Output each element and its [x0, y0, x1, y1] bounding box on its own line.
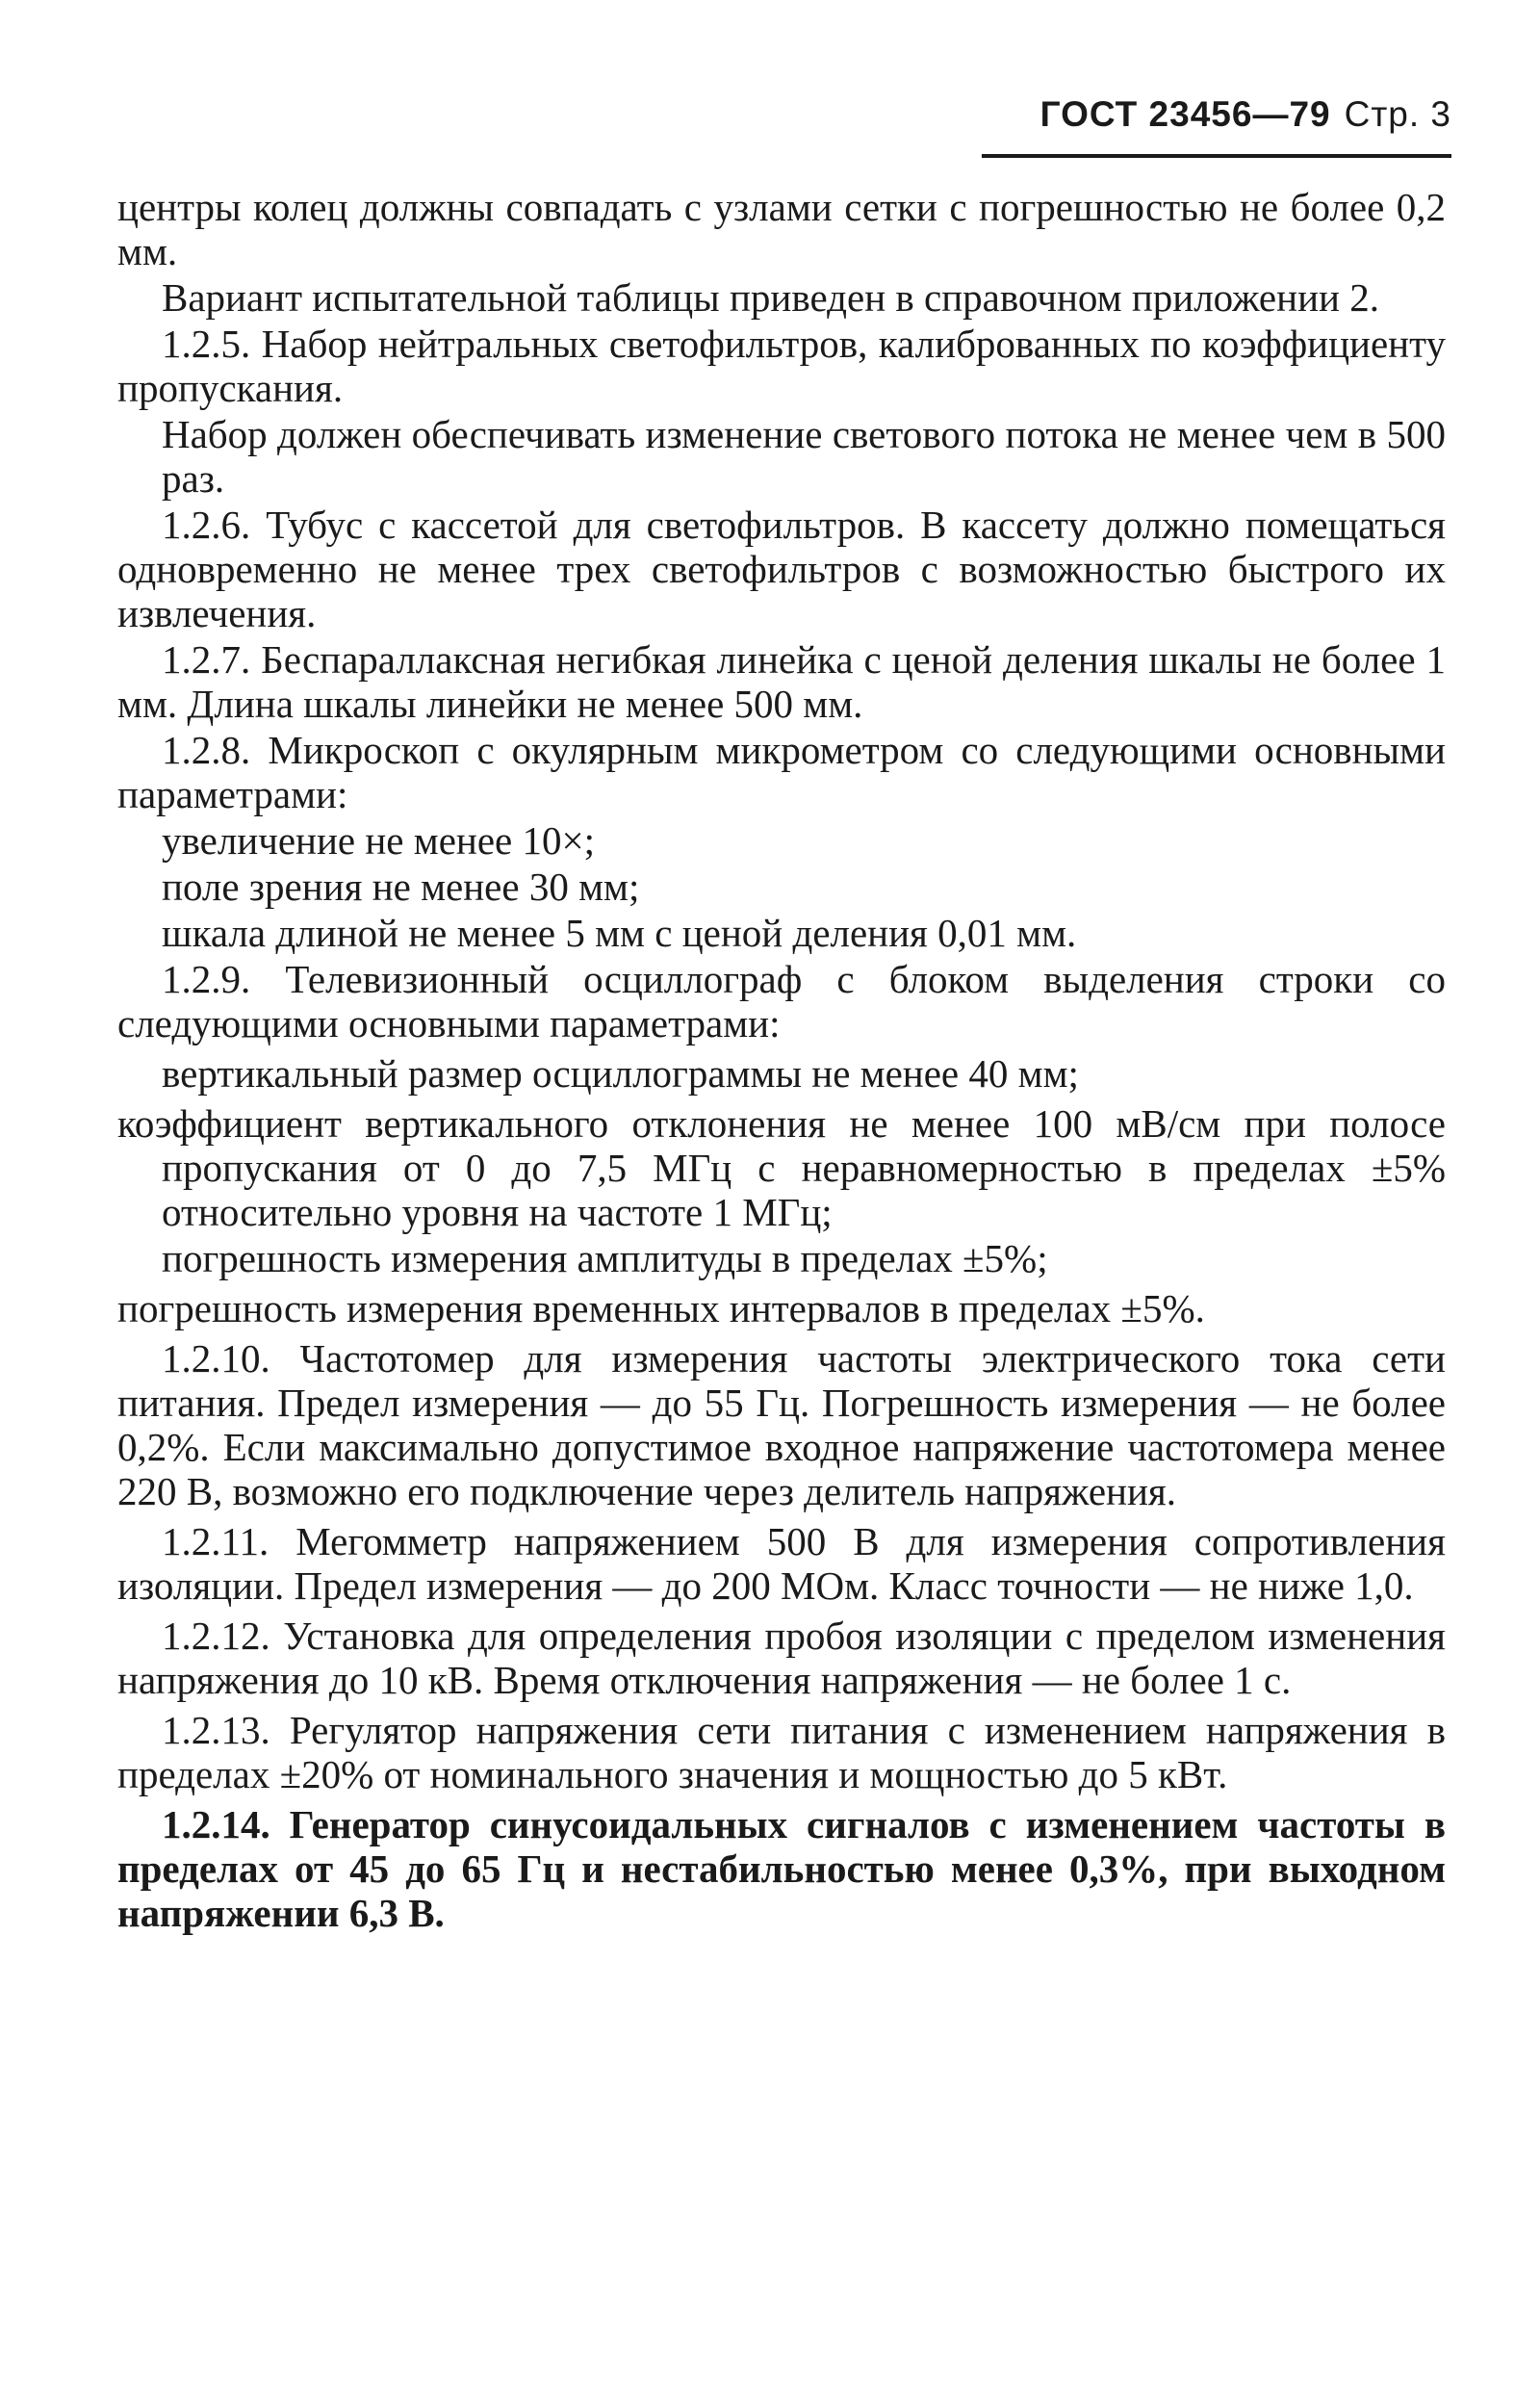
list-item-amplitude-error: погрешность измерения амплитуды в пределах ±5%; [162, 1236, 1048, 1280]
paragraph-1-2-13: 1.2.13. Регулятор напряжения сети питания с изменением напряжения в пределах ±20% от номинального значения и мощностью до 5 кВт. [117, 1708, 1446, 1796]
list-item-vertical-size: вертикальный размер осциллограммы не менее 40 мм; [162, 1051, 1079, 1096]
list-item-deflection: коэффициент вертикального отклонения не менее 100 мВ/см при полосе пропускания от 0 до 7,5 МГц с неравномерностью в пределах ±5% относительно уровня на частоте 1 МГц; [117, 1101, 1446, 1234]
document-body [117, 185, 1446, 1937]
standard-number: ГОСТ 23456—79 [1040, 94, 1331, 134]
header-text [1040, 94, 1451, 135]
paragraph-filter-set: Набор должен обеспечивать изменение светового потока не менее чем в 500 раз. [162, 412, 1446, 501]
paragraph-ring-centers: центры колец должны совпадать с узлами сетки с погрешностью не более 0,2 мм. [117, 185, 1446, 273]
list-item-time-error: погрешность измерения временных интервалов в пределах ±5%. [117, 1286, 1205, 1330]
paragraph-1-2-10: 1.2.10. Частотомер для измерения частоты электрического тока сети питания. Предел измерения — до 55 Гц. Погрешность измерения — не более 0,2%. Если максимально допустимое входное напряжение частотомера менее 220 В, возможно его подключение через делитель напряжения. [117, 1336, 1446, 1513]
page-header [982, 94, 1451, 158]
paragraph-1-2-5: 1.2.5. Набор нейтральных светофильтров, калиброванных по коэффициенту пропускания. [117, 322, 1446, 410]
list-item-field-of-view: поле зрения не менее 30 мм; [162, 865, 640, 909]
paragraph-1-2-14: 1.2.14. Генератор синусоидальных сигналов с изменением частоты в пределах от 45 до 65 Гц и нестабильностью менее 0,3%, при выходном напряжении 6,3 В. [117, 1802, 1446, 1935]
paragraph-1-2-12: 1.2.12. Установка для определения пробоя изоляции с пределом изменения напряжения до 10 кВ. Время отключения напряжения — не более 1 с. [117, 1614, 1446, 1702]
paragraph-1-2-8: 1.2.8. Микроскоп с окулярным микрометром со следующими основными параметрами: [117, 728, 1446, 816]
paragraph-1-2-11: 1.2.11. Мегомметр напряжением 500 В для измерения сопротивления изоляции. Предел измерения — до 200 МОм. Класс точности — не ниже 1,0. [117, 1519, 1446, 1608]
paragraph-1-2-9: 1.2.9. Телевизионный осциллограф с блоком выделения строки со следующими основными параметрами: [117, 957, 1446, 1046]
list-item-scale: шкала длиной не менее 5 мм с ценой деления 0,01 мм. [162, 911, 1077, 955]
paragraph-1-2-6: 1.2.6. Тубус с кассетой для светофильтров. В кассету должно помещаться одновременно не менее трех светофильтров с возможностью быстрого их извлечения. [117, 503, 1446, 635]
list-item-magnification: увеличение не менее 10×; [162, 818, 595, 863]
page-number: Стр. 3 [1344, 94, 1451, 134]
paragraph-1-2-7: 1.2.7. Беспараллаксная негибкая линейка с ценой деления шкалы не более 1 мм. Длина шкалы линейки не менее 500 мм. [117, 637, 1446, 726]
paragraph-test-table: Вариант испытательной таблицы приведен в справочном приложении 2. [162, 275, 1379, 320]
